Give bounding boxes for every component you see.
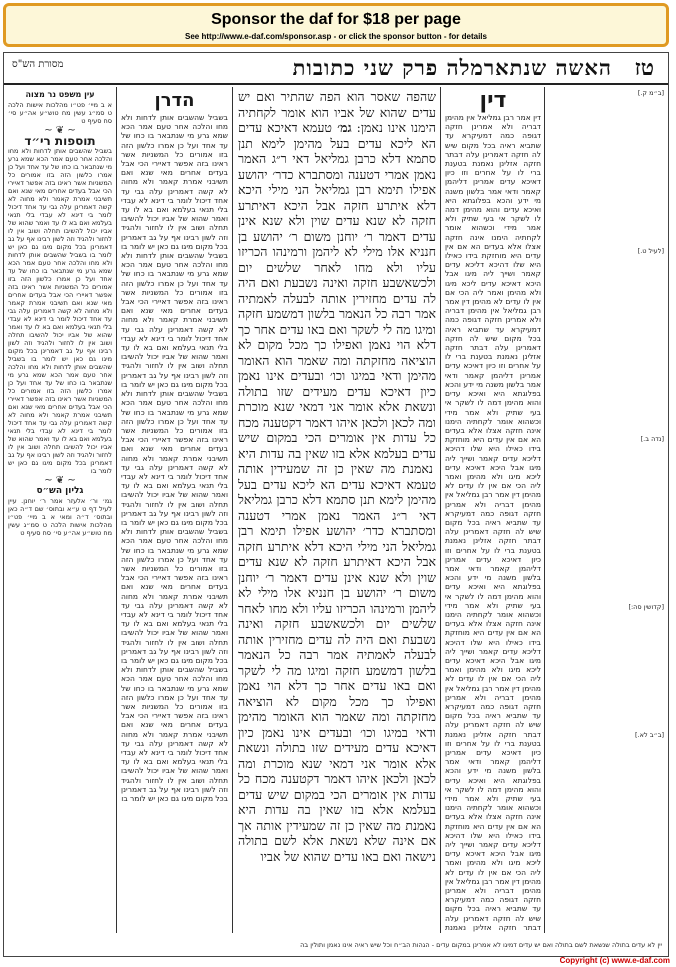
rashi-text: דין אמר רבן גמליאל אין מהימן דבריה ולא אמרינן חזקה דגופה כמה דמעיקרא עד שתביא ראיה בכל מקום שיש לה חזקה דאמרינן עלה דבתר חזקה אזלינן נאמנת בטענת ברי לו על אחרים וזו כיון דאיכא עדים אמרינן דליהמן קאמר ודאי אמר בלשון משנה מי ידע והכא בפלוגתא היא ואיכא עדים והוא מהימן דמה לו לשקר אי בעי שתיק ולא אמר מידי וכשהוא אומר לקחתיה הימנו אינה חזקה אצלו אלא בעדים הא אם אין עדים היא מוחזקת בידו כאילו היא שלו דהיכא דליכא עדים קאמר ושייך ליה מיגו אבל היכא דאיכא עדים ליכא מיגו ולא מהימן ואמר ליה הכי אם אין לו עדים לא מהימן [445,113,541,307]
margin-note: [ב״ב לא.] [635,731,664,739]
margin-right-column [549,89,664,929]
gemara-label: גמ׳ [331,120,352,135]
column-divider [544,87,545,933]
tosafot-text: בשביל שהשבים אותן לדחות ולא מחו והלכה אחר טעם אמר הכא שמא גרע מי שנתבאר בו כחו של עד אחד ועל כן אמרו כלשון הזה בזו אמורים כל המשניות אשר ראינו בזה אפשר דאיירי הכי אבל בעדים אחרים מאי שנא ואם תשיבני אמרת קאמר ולא מחוה לא קשה דאמרינן עלה גבי עד אחד דיכול לומר בי דינא לא עבדי בלי תנאי בעלמא ואם בא לו עד ואמר שהוא של אביו יכול להשיבו תחלה ושוב אין לו לחזור ולהגיד וזה לשון רבינו אף על גב דאמרינן בכל מקום מיגו גם כאן יש לומר בו [121,113,228,251]
sponsor-subtitle[interactable]: See http://www.e-daf.com/sponsor.asp - or click the sponsor button - for details [185,32,487,41]
tosafot-text-continued: בשביל שהשבים אותן לדחות ולא מחו והלכה אחר טעם אמר הכא שמא גרע מי שנתבאר בו כחו של עד אחד ועל כן אמרו כלשון הזה בזו אמורים כל המשניות אשר ראינו בזה אפשר דאיירי הכי אבל בעדים אחרים מאי שנא ואם תשיבני אמרת קאמר ולא מחוה לא קשה דאמרינן עלה גבי עד אחד דיכול לומר בי דינא לא עבדי בלי תנאי בעלמא ואם בא לו עד ואמר שהוא של אביו יכול להשיבו תחלה ושוב אין לו לחזור ולהגיד וזה לשון רבינו אף על גב דאמרינן בכל מקום מיגו גם כאן יש לומר בו [121,665,228,804]
gilyon-hashas-heading: גליון הש״ס [36,486,84,496]
ein-mishpat-heading: עין משפט נר מצוה [25,90,95,99]
gilyon-hashas-text-continued: א ב מיי׳ פט״ו מהלכות אישות הלכה ט סמ״ג עשין מח טוש״ע אה״ע סי׳ סח סעיף ט [8,513,112,537]
gemara-closing: אך אם אינה שלא נשאת אלא לשם בתולה נישאה ואם באו עדים שהוא של אביו [238,817,436,864]
tosafot-text-continued: בשביל שהשבים אותן לדחות ולא מחו והלכה אחר טעם אמר הכא שמא גרע מי שנתבאר בו כחו של עד אחד ועל כן אמרו כלשון הזה בזו אמורים כל המשניות אשר ראינו בזה אפשר דאיירי הכי אבל בעדים אחרים מאי שנא ואם תשיבני אמרת קאמר ולא מחוה לא קשה דאמרינן עלה גבי עד אחד דיכול לומר בי דינא לא עבדי בלי תנאי בעלמא ואם בא לו עד ואמר שהוא של אביו יכול להשיבו תחלה ושוב אין לו לחזור ולהגיד וזה לשון רבינו אף על גב דאמרינן בכל מקום מיגו גם כאן יש לומר בו [121,251,228,389]
tosafot-rid-text: בשביל שהשבים אותן לדחות ולא מחו והלכה אחר טעם אמר הכא שמא גרע מי שנתבאר בו כחו של עד אחד ועל כן אמרו כלשון הזה בזו אמורים כל המשניות אשר ראינו בזה אפשר דאיירי הכי אבל בעדים אחרים מאי שנא ואם תשיבני אמרת קאמר ולא מחוה לא קשה דאמרינן עלה גבי עד אחד דיכול לומר בי דינא לא עבדי בלי תנאי בעלמא ואם בא לו עד ואמר שהוא של אביו יכול להשיבו תחלה ושוב אין לו לחזור ולהגיד וזה לשון רבינו אף על גב דאמרינן בכל מקום מיגו גם כאן יש לומר בו [8,147,112,259]
rashi-lead-word: דין [479,89,507,113]
margin-note: [נדה ב.] [640,435,664,443]
page-header [4,53,668,85]
column-divider [232,87,233,933]
gilyon-hashas-text: גמ׳ ור׳ אלעזר אמר ר׳ יוחנן. עיין לעיל דף ט ע״א ובתוס׳ שם ד״ה כאן ובתוס׳ ד״ה ומאי [8,497,112,521]
divider-ornament: ~ ❦ ~ [44,125,76,136]
tosafot-text-continued: בשביל שהשבים אותן לדחות ולא מחו והלכה אחר טעם אמר הכא שמא גרע מי שנתבאר בו כחו של עד אחד ועל כן אמרו כלשון הזה בזו אמורים כל המשניות אשר ראינו בזה אפשר דאיירי הכי אבל בעדים אחרים מאי שנא ואם תשיבני אמרת קאמר ולא מחוה לא קשה דאמרינן עלה גבי עד אחד דיכול לומר בי דינא לא עבדי בלי תנאי בעלמא ואם בא לו עד ואמר שהוא של אביו יכול להשיבו תחלה ושוב אין לו לחזור ולהגיד וזה לשון רבינו אף על גב דאמרינן בכל מקום מיגו גם כאן יש לומר בו [121,389,228,527]
rashi-column [445,89,541,933]
rashi-text-continued: דין אמר רבן גמליאל אין מהימן דבריה ולא אמרינן חזקה דגופה כמה דמעיקרא עד שתביא ראיה בכל מקום שיש לה חזקה דאמרינן עלה דבתר חזקה אזלינן נאמנת בטענת ברי לו על אחרים וזו כיון דאיכא עדים אמרינן דליהמן קאמר ודאי אמר בלשון משנה מי ידע והכא בפלוגתא היא ואיכא עדים והוא מהימן דמה לו לשקר אי בעי שתיק ולא אמר מידי וכשהוא אומר לקחתיה הימנו אינה חזקה אצלו אלא בעדים הא אם אין עדים היא מוחזקת בידו כאילו היא שלו דהיכא דליכא עדים קאמר ושייך ליה מיגו אבל היכא דאיכא עדים ליכא מיגו ולא מהימן ואמר ליה הכי אם אין לו עדים לא מהימן [445,490,541,693]
ein-mishpat-text: א ב מיי׳ פט״ו מהלכות אישות הלכה ט סמ״ג עשין מח טוש״ע אה״ע סי׳ סח סעיף ט [8,101,112,125]
column-divider [440,87,441,933]
tosafot-section-word: הדרן [154,90,195,111]
mishnah-text: שהפה שאסר הוא הפה שהתיר ואם יש עדים שהוא של אביו הוא אומר לקחתיה הימנו אינו נאמן: [238,89,436,135]
page-number: טז [634,55,654,81]
rashi-text-continued: דין אמר רבן גמליאל אין מהימן דבריה ולא אמרינן חזקה דגופה כמה דמעיקרא עד שתביא ראיה בכל מקום שיש לה חזקה דאמרינן עלה דבתר חזקה אזלינן נאמנת [445,876,541,932]
copyright-link[interactable]: Copyright (c) www.e-daf.com [559,956,670,965]
rashi-text-continued: דין אמר רבן גמליאל אין מהימן דבריה ולא אמרינן חזקה דגופה כמה דמעיקרא עד שתביא ראיה בכל מקום שיש לה חזקה דאמרינן עלה דבתר חזקה אזלינן נאמנת בטענת ברי לו על אחרים וזו כיון דאיכא עדים אמרינן דליהמן קאמר ודאי אמר בלשון משנה מי ידע והכא בפלוגתא היא ואיכא עדים והוא מהימן דמה לו לשקר אי בעי שתיק ולא אמר מידי וכשהוא אומר לקחתיה הימנו אינה חזקה אצלו אלא בעדים הא אם אין עדים היא מוחזקת בידו כאילו היא שלו דהיכא דליכא עדים קאמר ושייך ליה מיגו אבל היכא דאיכא עדים ליכא מיגו ולא מהימן ואמר ליה הכי אם אין לו עדים לא מהימן [445,683,541,886]
sponsor-title[interactable]: Sponsor the daf for $18 per page [211,11,461,28]
column-divider [116,87,117,933]
tosafot-rid-text-continued: בשביל שהשבים אותן לדחות ולא מחו והלכה אחר טעם אמר הכא שמא גרע מי שנתבאר בו כחו של עד אחד ועל כן אמרו כלשון הזה בזו אמורים כל המשניות אשר ראינו בזה אפשר דאיירי הכי אבל בעדים אחרים מאי שנא ואם תשיבני אמרת קאמר ולא מחוה לא קשה דאמרינן עלה גבי עד אחד דיכול לומר בי דינא לא עבדי בלי תנאי בעלמא ואם בא לו עד ואמר שהוא של אביו יכול להשיבו תחלה ושוב אין לו לחזור ולהגיד וזה לשון רבינו אף על גב דאמרינן בכל מקום מיגו גם כאן יש לומר בו [8,355,112,475]
gemara-text-continued: טעמא דאיכא עדים הא ליכא עדים בעל מהימן לימא תנן סתמא דלא כרבן גמליאל דאי ר״ג האמר נאמן אמרי דטענה ומסתברא כדר׳ יהושע אפילו תימא רבן גמליאל הני מילי היכא דלא איתרע חזקה אבל היכא דאיתרע חזקה לא שנא עדים שוין ולא שנא אינן עדים דאמר ר׳ יוחנן משום ר׳ יהושע בן חנניא אלו מילי לא ליהמן ורמינהו הכריזו עליו ולא מחו לאחר שלשים יום ולכשאשבע חזקה ואינה נשבעת ואם היה לה עדים מחזירין אותה לבעלה לאמתיה אמר רבה כל הנאמר בלשון דמשמע חזקה ומיגו מה לי לשקר ואם באו עדים אחר כך דלא הוי נאמן ואפילו כך מכל מקום לא הוציאה מחזקתה ומה שאמר הוא האומר מהימן ודאי במיגו וכו׳ ובעדים אינו נאמן כיון דאיכא עדים מעידים שזו בתולה ונשאת אלא אומר אני דמאי שנא מוכרת ומה לכאן ולכאן איהו דאמר דקטענה מכח כל עדות אין אומרים הכי במקום שיש עדים בעלמא אלא בזו שאין בה עדות היא נאמנת מה שאין כן זה שמעידין אותה [238,476,436,833]
margin-note: [לעיל ט.] [637,247,664,255]
page-title: האשה שנתארמלה פרק שני כתובות [292,55,612,80]
margin-note: [ב״מ ק.] [637,89,664,97]
tosafot-text-continued: בשביל שהשבים אותן לדחות ולא מחו והלכה אחר טעם אמר הכא שמא גרע מי שנתבאר בו כחו של עד אחד ועל כן אמרו כלשון הזה בזו אמורים כל המשניות אשר ראינו בזה אפשר דאיירי הכי אבל בעדים אחרים מאי שנא ואם תשיבני אמרת קאמר ולא מחוה לא קשה דאמרינן עלה גבי עד אחד דיכול לומר בי דינא לא עבדי בלי תנאי בעלמא ואם בא לו עד ואמר שהוא של אביו יכול להשיבו תחלה ושוב אין לו לחזור ולהגיד וזה לשון רבינו אף על גב דאמרינן בכל מקום מיגו גם כאן יש לומר בו [121,527,228,665]
gemara-column [238,89,436,933]
tosafot-rid-text-continued: בשביל שהשבים אותן לדחות ולא מחו והלכה אחר טעם אמר הכא שמא גרע מי שנתבאר בו כחו של עד אחד ועל כן אמרו כלשון הזה בזו אמורים כל המשניות אשר ראינו בזה אפשר דאיירי הכי אבל בעדים אחרים מאי שנא ואם תשיבני אמרת קאמר ולא מחוה לא קשה דאמרינן עלה גבי עד אחד דיכול לומר בי דינא לא עבדי בלי תנאי בעלמא ואם בא לו עד ואמר שהוא של אביו יכול להשיבו תחלה ושוב אין לו לחזור ולהגיד וזה לשון רבינו אף על גב דאמרינן בכל מקום מיגו גם כאן יש לומר בו [8,251,112,363]
page-footer-notes: יין לא עדים בתולה שנשאת לשם בתולה ואם יש עדים דמיגו לא אמרינן במקום עדים - הגהות הב״ח וכל שיש ראיה אינו נאמן ותולין בה [300,941,662,949]
talmud-page [3,52,669,957]
margin-note: [קדושין סה:] [628,603,664,611]
gemara-text: טעמא דאיכא עדים הא ליכא עדים בעל מהימן לימא תנן סתמא דלא כרבן גמליאל דאי ר״ג האמר נאמן אמרי דטענה ומסתברא כדר׳ יהושע אפילו תימא רבן גמליאל הני מילי היכא דלא איתרע חזקה אבל היכא דאיתרע חזקה לא שנא עדים שוין ולא שנא אינן עדים דאמר ר׳ יוחנן משום ר׳ יהושע בן חנניא אלו מילי לא ליהמן ורמינהו הכריזו עליו ולא מחו לאחר שלשים יום ולכשאשבע חזקה ואינה נשבעת ואם היה לה עדים מחזירין אותה לבעלה לאמתיה אמר רבה כל הנאמר בלשון דמשמע חזקה ומיגו מה לי לשקר ואם באו עדים אחר כך דלא הוי נאמן ואפילו כך מכל מקום לא הוציאה מחזקתה ומה שאמר הוא האומר מהימן ודאי במיגו וכו׳ ובעדים אינו נאמן כיון דאיכא עדים מעידים שזו בתולה ונשאת אלא אומר אני דמאי שנא מוכרת ומה לכאן ולכאן איהו דאמר דקטענה מכח כל עדות אין אומרים הכי במקום שיש עדים בעלמא אלא בזו שאין בה עדות היא נאמנת מה שאין כן זה שמעידין אותה [238,120,436,476]
tosafot-column [121,89,228,933]
divider-ornament: ~ ❦ ~ [44,475,76,486]
rashi-text-continued: דין אמר רבן גמליאל אין מהימן דבריה ולא אמרינן חזקה דגופה כמה דמעיקרא עד שתביא ראיה בכל מקום שיש לה חזקה דאמרינן עלה דבתר חזקה אזלינן נאמנת בטענת ברי לו על אחרים וזו כיון דאיכא עדים אמרינן דליהמן קאמר ודאי אמר בלשון משנה מי ידע והכא בפלוגתא היא ואיכא עדים והוא מהימן דמה לו לשקר אי בעי שתיק ולא אמר מידי וכשהוא אומר לקחתיה הימנו אינה חזקה אצלו אלא בעדים הא אם אין עדים היא מוחזקת בידו כאילו היא שלו דהיכא דליכא עדים קאמר ושייך ליה מיגו אבל היכא דאיכא עדים ליכא מיגו ולא מהימן ואמר ליה הכי אם אין לו עדים לא מהימן [445,297,541,500]
header-corner-label: מסורת הש"ס [12,59,64,70]
sponsor-banner[interactable] [3,3,669,47]
margin-left-column [8,89,112,933]
tosafot-rid-heading: תוספות רי״ד [24,134,96,148]
